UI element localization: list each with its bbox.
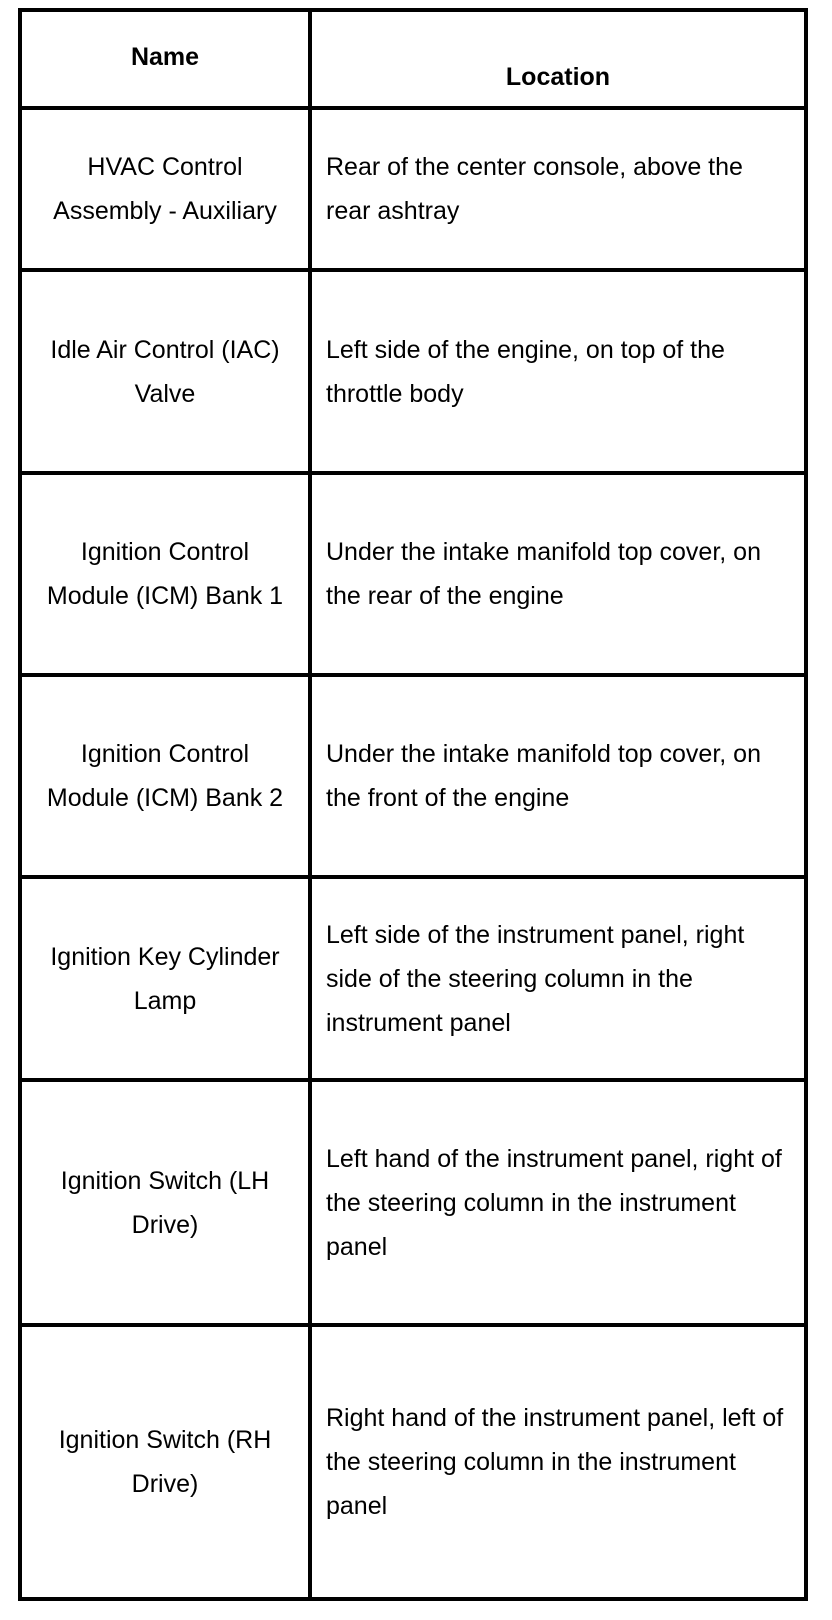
- header-name-label: Name: [130, 43, 200, 71]
- table-row: [20, 473, 806, 675]
- component-location: Under the intake manifold top cover, on the front of the engine: [326, 740, 761, 812]
- component-location: Right hand of the instrument panel, left of the steering column in the instrument panel: [326, 1404, 784, 1520]
- cell-name: [20, 1325, 310, 1599]
- component-name: Ignition Switch (LH Drive): [60, 1166, 270, 1239]
- cell-location: [310, 270, 806, 473]
- cell-name: [20, 473, 310, 675]
- cell-location: [310, 1325, 806, 1599]
- component-location: Rear of the center console, above the rear ashtray: [326, 153, 743, 225]
- component-location-table: [18, 8, 808, 1601]
- table-header-row: [20, 10, 806, 108]
- cell-location: [310, 473, 806, 675]
- component-location: Under the intake manifold top cover, on the rear of the engine: [326, 538, 761, 610]
- cell-name: [20, 877, 310, 1080]
- table-row: [20, 108, 806, 270]
- cell-location: [310, 108, 806, 270]
- table-row: [20, 675, 806, 877]
- header-name: [20, 10, 310, 108]
- header-location-label: Location: [505, 63, 611, 91]
- table-row: [20, 877, 806, 1080]
- cell-location: [310, 877, 806, 1080]
- component-name: Ignition Control Module (ICM) Bank 2: [46, 740, 284, 812]
- component-location: Left side of the instrument panel, right side of the steering column in the instrument panel: [326, 920, 745, 1037]
- cell-location: [310, 675, 806, 877]
- component-name: Ignition Key Cylinder Lamp: [50, 942, 280, 1015]
- component-name: Ignition Control Module (ICM) Bank 1: [46, 538, 284, 610]
- table-row: [20, 270, 806, 473]
- component-name: HVAC Control Assembly - Auxiliary: [53, 153, 277, 225]
- cell-name: [20, 108, 310, 270]
- component-name: Ignition Switch (RH Drive): [58, 1426, 272, 1498]
- component-name: Idle Air Control (IAC) Valve: [50, 335, 280, 408]
- component-location: Left side of the engine, on top of the throttle body: [326, 335, 725, 408]
- cell-name: [20, 270, 310, 473]
- cell-name: [20, 1080, 310, 1325]
- cell-name: [20, 675, 310, 877]
- table-row: [20, 1080, 806, 1325]
- cell-location: [310, 1080, 806, 1325]
- header-location: [310, 10, 806, 108]
- table-row: [20, 1325, 806, 1599]
- component-location: Left hand of the instrument panel, right of the steering column in the instrument panel: [326, 1144, 782, 1261]
